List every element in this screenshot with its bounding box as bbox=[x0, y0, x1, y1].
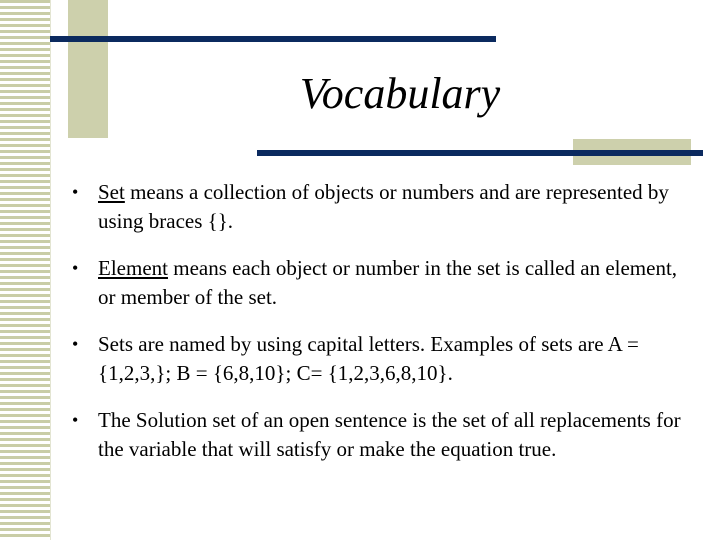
bullet-text: The Solution set of an open sentence is the set of all replacements for the variable that will satisfy or make the equation true. bbox=[98, 408, 681, 461]
bullet-icon: • bbox=[72, 410, 79, 430]
bullet-icon: • bbox=[72, 334, 79, 354]
decorative-stripes bbox=[0, 0, 51, 540]
bottom-rule bbox=[257, 150, 703, 156]
bullet-item-naming bbox=[70, 330, 690, 388]
bullet-item-element bbox=[70, 254, 690, 312]
decorative-block-left bbox=[68, 0, 108, 138]
bullet-item-set bbox=[70, 178, 690, 236]
term-set: Set bbox=[98, 180, 125, 204]
bullet-icon: • bbox=[72, 182, 79, 202]
top-rule bbox=[50, 36, 496, 42]
bullet-item-solution-set bbox=[70, 406, 690, 464]
bullet-text: Sets are named by using capital letters. Examples of sets are A = {1,2,3,}; B = {6,8,10}; C= {1,2,3,6,8,10}. bbox=[98, 332, 639, 385]
bullet-text: means each object or number in the set is called an element, or member of the set. bbox=[98, 256, 678, 309]
bullet-text: means a collection of objects or numbers and are represented by using braces {}. bbox=[98, 180, 669, 233]
bullet-icon: • bbox=[72, 258, 79, 278]
slide-title: Vocabulary bbox=[299, 69, 501, 118]
term-element: Element bbox=[98, 256, 168, 280]
bullet-list bbox=[70, 178, 690, 482]
